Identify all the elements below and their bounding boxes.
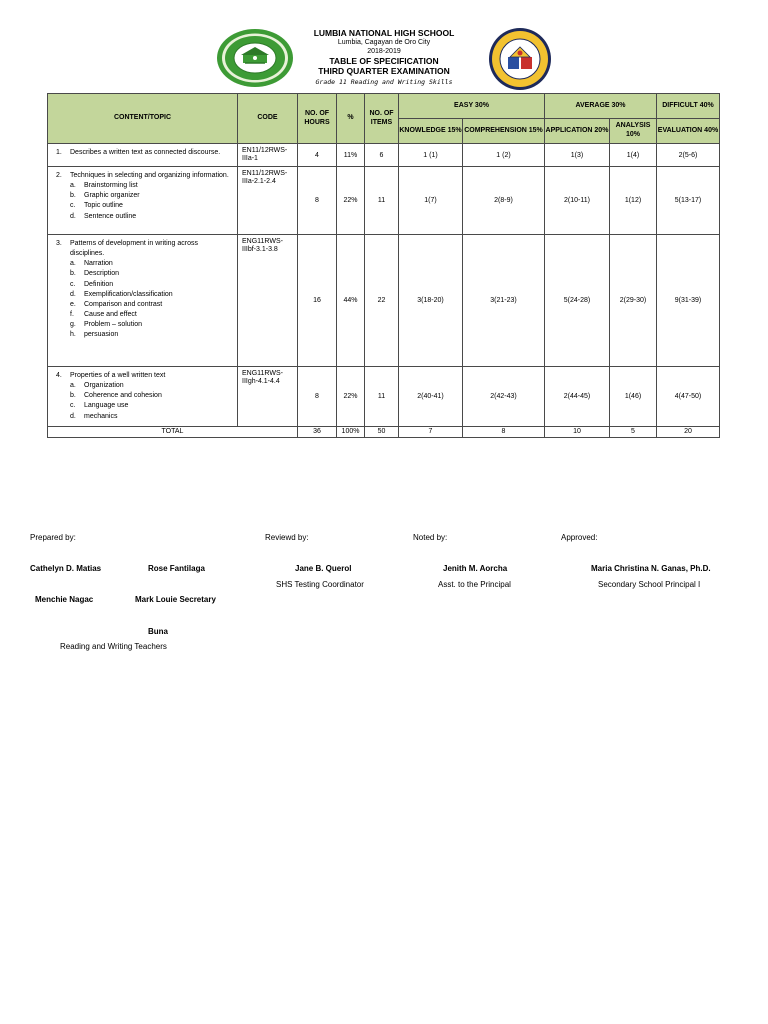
analysis-cell: 1(12): [610, 167, 657, 235]
deped-seal-icon: [488, 27, 552, 91]
document-title: TABLE OF SPECIFICATION: [329, 56, 439, 66]
analysis-cell: 1(4): [610, 144, 657, 167]
subtopic-text: Comparison and contrast: [84, 300, 163, 308]
subtopic-letter: h.: [70, 331, 76, 339]
subtopic-letter: d.: [70, 212, 76, 220]
preparer-name: Buna: [148, 627, 168, 636]
percent-cell: 22%: [337, 167, 365, 235]
reviewer-name: Jane B. Querol: [295, 564, 352, 573]
subtopic-item: [56, 280, 233, 290]
specification-table: [47, 93, 720, 438]
total-label: TOTAL: [48, 427, 298, 438]
subtopic-item: [56, 412, 233, 422]
header-items: NO. OF ITEMS: [365, 94, 399, 144]
table-row: [48, 144, 720, 167]
table-body: [48, 144, 720, 438]
preparer-name: Cathelyn D. Matias: [30, 564, 102, 573]
analysis-cell: 2(29-30): [610, 235, 657, 367]
topic-text: Techniques in selecting and organizing information.: [70, 172, 229, 179]
knowledge-cell: 3(18-20): [399, 235, 463, 367]
total-comprehension: 8: [463, 427, 545, 438]
subtopic-item: [56, 401, 233, 411]
hours-cell: 16: [298, 235, 337, 367]
school-name: LUMBIA NATIONAL HIGH SCHOOL: [313, 28, 455, 38]
subtopic-text: Definition: [84, 280, 114, 288]
reviewed-by-label: Reviewd by:: [265, 533, 309, 542]
subtopic-text: Brainstorming list: [84, 182, 138, 190]
knowledge-cell: 2(40-41): [399, 367, 463, 427]
subtopic-item: [56, 212, 233, 222]
knowledge-cell: 1 (1): [399, 144, 463, 167]
subtopic-item: [56, 181, 233, 191]
exam-title: THIRD QUARTER EXAMINATION: [318, 66, 450, 76]
subtopic-letter: d.: [70, 412, 76, 420]
application-cell: 2(44-45): [545, 367, 610, 427]
topic-number: 3.: [56, 240, 62, 247]
topic-number: 2.: [56, 172, 62, 179]
approved-label: Approved:: [561, 533, 598, 542]
subtopic-text: Coherence and cohesion: [84, 392, 162, 400]
prepared-by-label: Prepared by:: [30, 533, 76, 542]
application-cell: 2(10-11): [545, 167, 610, 235]
percent-cell: 44%: [337, 235, 365, 367]
subtopic-item: [56, 320, 233, 330]
noter-role: Asst. to the Principal: [438, 580, 511, 589]
total-evaluation: 20: [657, 427, 720, 438]
preparer-name: Rose Fantilaga: [148, 564, 205, 573]
subtopic-letter: f.: [70, 310, 74, 318]
percent-cell: 22%: [337, 367, 365, 427]
subtopic-letter: c.: [70, 202, 76, 210]
header-hours: NO. OF HOURS: [298, 94, 337, 144]
items-cell: 11: [365, 367, 399, 427]
header-content-topic: CONTENT/TOPIC: [48, 94, 238, 144]
subtopic-letter: b.: [70, 192, 76, 200]
subtopic-text: Graphic organizer: [84, 192, 140, 200]
subtopic-letter: c.: [70, 402, 76, 410]
subtopic-item: [56, 191, 233, 201]
subtopic-text: Topic outline: [84, 202, 123, 210]
subtopic-item: [56, 290, 233, 300]
subtopic-item: [56, 330, 233, 340]
total-items: 50: [365, 427, 399, 438]
topic-main: [56, 239, 233, 259]
subtopic-text: persuasion: [84, 331, 119, 339]
total-application: 10: [545, 427, 610, 438]
topic-cell: [48, 367, 238, 427]
topic-number: 4.: [56, 372, 62, 379]
topic-text: Patterns of development in writing across disciplines.: [70, 240, 199, 258]
knowledge-cell: 1(7): [399, 167, 463, 235]
hours-cell: 8: [298, 367, 337, 427]
subtopic-letter: b.: [70, 270, 76, 278]
subtopic-text: Exemplification/classification: [84, 290, 173, 298]
header-percent: %: [337, 94, 365, 144]
document-header: [0, 0, 768, 92]
topic-text: Properties of a well written text: [70, 372, 166, 379]
evaluation-cell: 9(31-39): [657, 235, 720, 367]
analysis-cell: 1(46): [610, 367, 657, 427]
competency-code: ENG11RWS-IIIbf-3.1-3.8: [238, 235, 298, 367]
school-location: Lumbia, Cagayan de Oro City: [337, 39, 431, 46]
subtopic-item: [56, 391, 233, 401]
noter-name: Jenith M. Aorcha: [443, 564, 508, 573]
header-difficult: DIFFICULT 40%: [657, 94, 720, 119]
competency-code: EN11/12RWS-IIIa-1: [238, 144, 298, 167]
comprehension-cell: 3(21-23): [463, 235, 545, 367]
subtopic-item: [56, 310, 233, 320]
hours-cell: 8: [298, 167, 337, 235]
application-cell: 1(3): [545, 144, 610, 167]
subtopic-item: [56, 381, 233, 391]
approver-name: Maria Christina N. Ganas, Ph.D.: [591, 564, 711, 573]
total-hours: 36: [298, 427, 337, 438]
evaluation-cell: 4(47-50): [657, 367, 720, 427]
subtopic-item: [56, 201, 233, 211]
header-average: AVERAGE 30%: [545, 94, 657, 119]
comprehension-cell: 2(42-43): [463, 367, 545, 427]
topic-main: [56, 148, 233, 158]
school-seal-icon: [215, 27, 295, 89]
preparer-name: Mark Louie Secretary: [135, 595, 216, 604]
total-row: [48, 427, 720, 438]
topic-cell: [48, 167, 238, 235]
evaluation-cell: 5(13-17): [657, 167, 720, 235]
subtopic-letter: b.: [70, 392, 76, 400]
reviewer-role: SHS Testing Coordinator: [276, 580, 364, 589]
topic-number: 1.: [56, 149, 62, 156]
subtopic-item: [56, 300, 233, 310]
table-row: [48, 367, 720, 427]
header-comprehension: COMPREHENSION 15%: [463, 119, 545, 144]
subtopic-text: mechanics: [84, 412, 118, 420]
table-row: [48, 167, 720, 235]
preparer-name: Menchie Nagac: [35, 595, 94, 604]
subtopic-letter: a.: [70, 382, 76, 390]
subtopic-text: Sentence outline: [84, 212, 137, 220]
subtopic-letter: d.: [70, 290, 76, 298]
subtopic-item: [56, 259, 233, 269]
subtopic-letter: g.: [70, 321, 76, 329]
approver-role: Secondary School Principal I: [598, 580, 701, 589]
header-analysis: ANALYSIS 10%: [610, 119, 657, 144]
topic-cell: [48, 235, 238, 367]
comprehension-cell: 1 (2): [463, 144, 545, 167]
subtopic-item: [56, 269, 233, 279]
total-analysis: 5: [610, 427, 657, 438]
items-cell: 6: [365, 144, 399, 167]
header-knowledge: KNOWLEDGE 15%: [399, 119, 463, 144]
school-year: 2018-2019: [367, 48, 401, 55]
topic-text: Describes a written text as connected discourse.: [70, 149, 221, 156]
hours-cell: 4: [298, 144, 337, 167]
subtopic-text: Organization: [84, 382, 124, 390]
percent-cell: 11%: [337, 144, 365, 167]
competency-code: ENG11RWS-IIIgh-4.1-4.4: [238, 367, 298, 427]
preparers-role: Reading and Writing Teachers: [60, 642, 167, 651]
items-cell: 22: [365, 235, 399, 367]
total-knowledge: 7: [399, 427, 463, 438]
subtopic-letter: a.: [70, 260, 76, 268]
subject-title: Grade 11 Reading and Writing Skills: [315, 78, 453, 86]
header-easy: EASY 30%: [399, 94, 545, 119]
total-percent: 100%: [337, 427, 365, 438]
comprehension-cell: 2(8-9): [463, 167, 545, 235]
subtopic-text: Description: [84, 270, 120, 278]
subtopic-text: Cause and effect: [84, 310, 137, 318]
header-evaluation: EVALUATION 40%: [657, 119, 720, 144]
topic-cell: [48, 144, 238, 167]
subtopic-letter: e.: [70, 300, 76, 308]
subtopic-letter: a.: [70, 182, 76, 190]
subtopic-text: Language use: [84, 402, 129, 410]
subtopic-text: Problem – solution: [84, 321, 142, 329]
header-code: CODE: [238, 94, 298, 144]
header-application: APPLICATION 20%: [545, 119, 610, 144]
evaluation-cell: 2(5-6): [657, 144, 720, 167]
topic-main: [56, 171, 233, 181]
subtopic-text: Narration: [84, 260, 113, 268]
subtopic-letter: c.: [70, 280, 76, 288]
topic-main: [56, 371, 233, 381]
table-row: [48, 235, 720, 367]
noted-by-label: Noted by:: [413, 533, 448, 542]
competency-code: EN11/12RWS-IIIa-2.1-2.4: [238, 167, 298, 235]
items-cell: 11: [365, 167, 399, 235]
application-cell: 5(24-28): [545, 235, 610, 367]
